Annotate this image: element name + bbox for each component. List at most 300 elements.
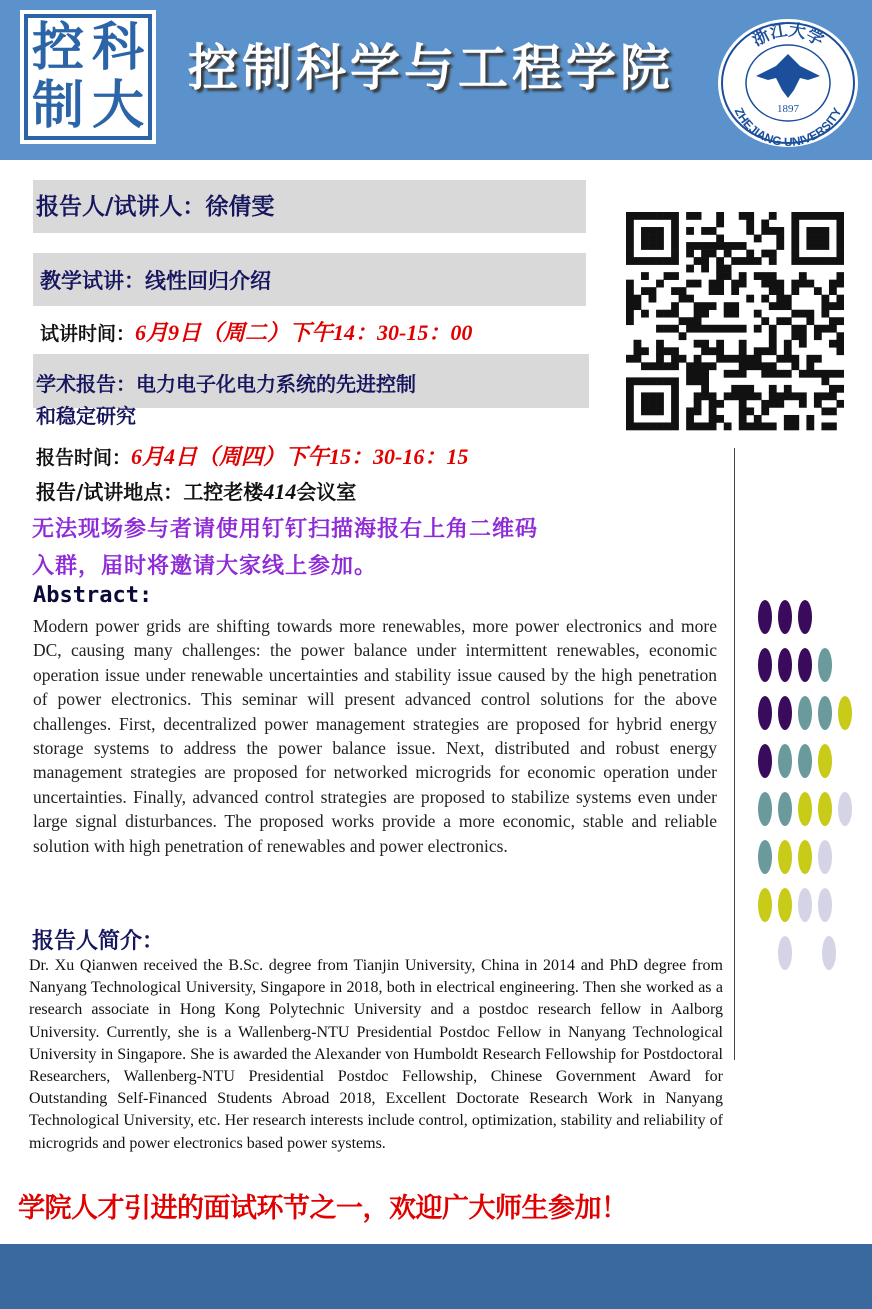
location-suffix: 会议室 [296, 480, 357, 504]
qr-module [656, 400, 664, 408]
qr-module [686, 317, 694, 325]
qr-module [821, 392, 829, 400]
qr-module [686, 362, 694, 370]
lecture-line: 教学试讲：线性回归介绍 [40, 269, 271, 293]
qr-module [776, 235, 784, 243]
qr-module [731, 325, 739, 333]
qr-module [671, 415, 679, 423]
qr-module [731, 370, 739, 378]
qr-module [731, 310, 739, 318]
qr-module [791, 392, 799, 400]
qr-module [836, 257, 844, 265]
qr-module [641, 257, 649, 265]
lecture-time-label: 试讲时间： [40, 323, 136, 345]
qr-module [776, 302, 784, 310]
decor-dot [778, 840, 792, 874]
qr-module [746, 407, 754, 415]
qr-module [739, 415, 747, 423]
divider-line [734, 448, 735, 1060]
qr-module [716, 272, 724, 280]
qr-module [626, 250, 634, 258]
qr-module [784, 392, 792, 400]
qr-module [746, 362, 754, 370]
qr-module [791, 250, 799, 258]
qr-module [769, 227, 777, 235]
decor-dot [798, 600, 812, 634]
qr-module [641, 362, 649, 370]
qr-module [769, 422, 777, 430]
qr-module [709, 347, 717, 355]
qr-module [791, 332, 799, 340]
qr-module [814, 242, 822, 250]
qr-module [694, 422, 702, 430]
qr-module [686, 415, 694, 423]
decor-dot [838, 792, 852, 826]
qr-module [694, 400, 702, 408]
qr-module [769, 280, 777, 288]
qr-module [694, 310, 702, 318]
qr-module [656, 347, 664, 355]
qr-module [626, 302, 634, 310]
decor-dot [818, 744, 832, 778]
qr-module [716, 355, 724, 363]
qr-module [701, 302, 709, 310]
qr-module [776, 355, 784, 363]
qr-module [649, 227, 657, 235]
qr-module [761, 400, 769, 408]
qr-module [836, 212, 844, 220]
qr-module [821, 295, 829, 303]
qr-module [761, 295, 769, 303]
qr-module [821, 407, 829, 415]
qr-module [686, 407, 694, 415]
qr-module [671, 392, 679, 400]
qr-module [806, 212, 814, 220]
qr-module [739, 325, 747, 333]
qr-module [694, 392, 702, 400]
qr-module [664, 257, 672, 265]
qr-module [806, 370, 814, 378]
qr-module [836, 242, 844, 250]
decorative-dots [750, 600, 860, 990]
qr-module [626, 227, 634, 235]
qr-module [626, 400, 634, 408]
qr-module [701, 325, 709, 333]
qr-module [806, 415, 814, 423]
abstract-heading: Abstract: [33, 583, 153, 608]
qr-module [686, 212, 694, 220]
qr-module [664, 422, 672, 430]
qr-module [791, 280, 799, 288]
qr-module [784, 422, 792, 430]
qr-module [701, 265, 709, 273]
qr-module [724, 370, 732, 378]
decor-dot [758, 696, 772, 730]
decor-dot [778, 792, 792, 826]
qr-module [671, 400, 679, 408]
qr-module [769, 325, 777, 333]
decor-dot [778, 696, 792, 730]
qr-module [769, 340, 777, 348]
decor-dot [838, 696, 852, 730]
decor-dot [798, 648, 812, 682]
decor-dot [758, 888, 772, 922]
qr-module [799, 280, 807, 288]
qr-module [664, 212, 672, 220]
qr-module [746, 355, 754, 363]
qr-module [634, 212, 642, 220]
qr-module [761, 407, 769, 415]
qr-module [791, 227, 799, 235]
qr-module [701, 227, 709, 235]
qr-module [754, 272, 762, 280]
qr-module [769, 287, 777, 295]
decor-dot [798, 696, 812, 730]
qr-module [694, 257, 702, 265]
qr-module [769, 362, 777, 370]
qr-module [709, 325, 717, 333]
qr-module [776, 242, 784, 250]
qr-module [649, 257, 657, 265]
decor-dot [818, 840, 832, 874]
qr-module [821, 422, 829, 430]
qr-module [626, 287, 634, 295]
report-time [36, 440, 468, 471]
qr-module [829, 287, 837, 295]
qr-module [671, 257, 679, 265]
qr-module [791, 235, 799, 243]
qr-module [731, 242, 739, 250]
qr-module [716, 257, 724, 265]
qr-module [731, 280, 739, 288]
qr-module [724, 392, 732, 400]
qr-module [686, 250, 694, 258]
qr-module [776, 287, 784, 295]
qr-module [754, 415, 762, 423]
qr-module [664, 347, 672, 355]
qr-module [731, 385, 739, 393]
qr-module [836, 332, 844, 340]
qr-module [709, 280, 717, 288]
qr-module [784, 295, 792, 303]
qr-module [664, 272, 672, 280]
qr-module [716, 212, 724, 220]
qr-module [799, 400, 807, 408]
qr-module [784, 302, 792, 310]
qr-module [791, 355, 799, 363]
qr-module [724, 422, 732, 430]
qr-module [739, 407, 747, 415]
seal-char: 科 [91, 17, 144, 78]
qr-module [769, 385, 777, 393]
qr-module [634, 347, 642, 355]
seal-char: 控 [31, 17, 84, 78]
qr-module [694, 302, 702, 310]
qr-module [671, 287, 679, 295]
qr-module [649, 422, 657, 430]
qr-module [626, 295, 634, 303]
qr-module [829, 422, 837, 430]
header-banner [0, 0, 872, 160]
qr-module [694, 407, 702, 415]
qr-module [671, 242, 679, 250]
qr-module [641, 242, 649, 250]
qr-module [829, 302, 837, 310]
qr-module [701, 385, 709, 393]
qr-module [829, 385, 837, 393]
qr-module [716, 287, 724, 295]
qr-module [716, 242, 724, 250]
location-label: 报告/试讲地点： [36, 480, 184, 504]
qr-module [626, 377, 634, 385]
qr-module [821, 310, 829, 318]
qr-module [686, 325, 694, 333]
qr-module [649, 242, 657, 250]
qr-module [806, 310, 814, 318]
qr-module [836, 295, 844, 303]
qr-module [739, 242, 747, 250]
qr-module [724, 272, 732, 280]
qr-module [754, 310, 762, 318]
qr-module [694, 242, 702, 250]
bio-body: Dr. Xu Qianwen received the B.Sc. degree from Tianjin University, China in 2014 and PhD degree from Nanyang Technological University, Singapore in 2018, both in electrical engineering. Then she worked as a research associate in Hong Kong Polytechnic University and a postdoc research fellow in Aalborg University. Currently, she is a Wallenberg-NTU Presidential Postdoc Fellow in Nanyang Technological University in Singapore. She is awarded the Alexander von Humboldt Research Fellowship for Postdoctoral Researchers, Wallenberg-NTU Presidential Postdoc Fellowship, Chinese Government Award for Outstanding Self-Financed Students Abroad 2018, Excellent Doctorate Research Work in Nanyang Technological University, etc. Her research interests include control, optimization, stability and reliability of microgrids and power electronics based power systems. [29, 957, 723, 1152]
zju-logo [716, 18, 860, 148]
qr-module [799, 332, 807, 340]
decor-dot [758, 792, 772, 826]
qr-module [746, 385, 754, 393]
logo-text-top: 浙江大学 [748, 20, 828, 51]
qr-module [761, 280, 769, 288]
qr-module [814, 325, 822, 333]
qr-module [791, 310, 799, 318]
qr-module [634, 257, 642, 265]
qr-module [709, 227, 717, 235]
qr-module [641, 392, 649, 400]
qr-module [626, 407, 634, 415]
qr-module [791, 242, 799, 250]
qr-module [746, 227, 754, 235]
qr-module [836, 280, 844, 288]
qr-module [649, 392, 657, 400]
qr-module [836, 235, 844, 243]
qr-module [626, 392, 634, 400]
qr-module [836, 250, 844, 258]
qr-module [769, 332, 777, 340]
decor-dot [758, 600, 772, 634]
qr-module [791, 212, 799, 220]
decor-dot [798, 840, 812, 874]
qr-module [836, 317, 844, 325]
qr-module [671, 220, 679, 228]
qr-module [634, 295, 642, 303]
qr-module [701, 242, 709, 250]
qr-module [791, 422, 799, 430]
abstract-body: Modern power grids are shifting towards more renewables, more power electronics and more DC, causing many challenges: the power balance under intermittent renewables, economic operation issue under renewable uncertainties and stability issue caused by the high penetration of power electronics. This seminar will present advanced control solutions for the above challenges. First, decentralized power management strategies are proposed for hybrid energy storage systems to address the power balance issue. Next, distributed and robust energy management strategies are proposed for networked microgrids for economic operation under uncertainties. Finally, advanced control strategies are proposed to stabilize systems even under large signal disturbances. The proposed works provide a more economic, stable and reliable solution with high penetration of renewables and power electronics. [33, 616, 717, 856]
qr-module [731, 257, 739, 265]
qr-module [799, 272, 807, 280]
qr-module [746, 422, 754, 430]
decor-dot [818, 792, 832, 826]
qr-module [641, 272, 649, 280]
decor-dot [798, 888, 812, 922]
qr-module [701, 422, 709, 430]
qr-module [709, 407, 717, 415]
qr-module [836, 370, 844, 378]
qr-module [806, 235, 814, 243]
qr-module [761, 250, 769, 258]
qr-module [626, 257, 634, 265]
qr-module [739, 347, 747, 355]
qr-module [656, 377, 664, 385]
qr-module [806, 227, 814, 235]
qr-module [791, 415, 799, 423]
qr-module [694, 370, 702, 378]
qr-module [799, 325, 807, 333]
qr-module [656, 355, 664, 363]
qr-module [814, 332, 822, 340]
qr-module [769, 212, 777, 220]
qr-module [671, 355, 679, 363]
qr-module [641, 227, 649, 235]
qr-module [694, 362, 702, 370]
qr-module [626, 220, 634, 228]
qr-module [739, 362, 747, 370]
qr-module [656, 362, 664, 370]
qr-module [821, 235, 829, 243]
qr-module [769, 272, 777, 280]
qr-module [746, 212, 754, 220]
qr-module [799, 340, 807, 348]
qr-module [641, 400, 649, 408]
qr-module [671, 325, 679, 333]
qr-module [806, 257, 814, 265]
qr-code[interactable] [626, 212, 844, 432]
qr-module [686, 242, 694, 250]
qr-module [626, 212, 634, 220]
qr-module [776, 227, 784, 235]
location-room: 414 [263, 479, 297, 504]
qr-module [716, 415, 724, 423]
qr-module [784, 385, 792, 393]
online-notice-line1: 无法现场参与者请使用钉钉扫描海报右上角二维码 [32, 517, 539, 542]
qr-module [814, 287, 822, 295]
qr-module [671, 347, 679, 355]
qr-module [754, 362, 762, 370]
qr-module [761, 227, 769, 235]
decor-dot [818, 696, 832, 730]
qr-module [694, 355, 702, 363]
qr-module [634, 377, 642, 385]
qr-module [724, 250, 732, 258]
qr-module [761, 317, 769, 325]
qr-module [784, 347, 792, 355]
qr-module [649, 212, 657, 220]
qr-module [836, 347, 844, 355]
qr-module [836, 400, 844, 408]
qr-module [769, 250, 777, 258]
qr-module [701, 310, 709, 318]
decor-dot [758, 744, 772, 778]
qr-module [694, 377, 702, 385]
qr-module [701, 370, 709, 378]
decor-dot [798, 744, 812, 778]
qr-module [626, 355, 634, 363]
qr-module [724, 325, 732, 333]
decor-dot [798, 792, 812, 826]
qr-module [731, 287, 739, 295]
qr-module [679, 332, 687, 340]
qr-module [776, 317, 784, 325]
qr-module [821, 325, 829, 333]
speaker-line: 报告人/试讲人：徐倩雯 [36, 194, 275, 220]
qr-module [671, 235, 679, 243]
lecture-time-value: 6月9日（周二）下午14：30-15：00 [135, 320, 473, 345]
qr-module [656, 257, 664, 265]
qr-module [656, 422, 664, 430]
qr-module [836, 220, 844, 228]
qr-module [761, 347, 769, 355]
qr-module [776, 392, 784, 400]
qr-module [769, 400, 777, 408]
qr-module [656, 325, 664, 333]
qr-module [739, 280, 747, 288]
qr-module [671, 422, 679, 430]
qr-module [656, 340, 664, 348]
qr-module [754, 325, 762, 333]
qr-module [836, 227, 844, 235]
qr-module [821, 227, 829, 235]
qr-module [746, 220, 754, 228]
qr-module [791, 257, 799, 265]
qr-module [641, 422, 649, 430]
decor-dot [778, 744, 792, 778]
qr-module [836, 340, 844, 348]
report-time-label: 报告时间： [36, 447, 132, 469]
qr-module [754, 347, 762, 355]
qr-module [641, 407, 649, 415]
school-title: 控制科学与工程学院 [188, 38, 674, 97]
decor-dot [818, 888, 832, 922]
qr-module [761, 220, 769, 228]
qr-module [814, 392, 822, 400]
qr-module [731, 355, 739, 363]
qr-module [671, 212, 679, 220]
qr-module [649, 235, 657, 243]
qr-module [709, 242, 717, 250]
logo-year: 1897 [777, 103, 799, 115]
qr-module [709, 287, 717, 295]
qr-module [626, 422, 634, 430]
qr-module [829, 317, 837, 325]
qr-module [814, 355, 822, 363]
qr-module [814, 212, 822, 220]
qr-module [739, 400, 747, 408]
qr-module [746, 257, 754, 265]
qr-module [626, 242, 634, 250]
qr-module [694, 340, 702, 348]
logo-text-bottom: ZHEJIANG UNIVERSITY [731, 105, 845, 148]
qr-module [829, 340, 837, 348]
qr-module [649, 407, 657, 415]
qr-module [829, 280, 837, 288]
qr-module [724, 242, 732, 250]
qr-module [701, 257, 709, 265]
qr-module [664, 325, 672, 333]
qr-module [754, 422, 762, 430]
qr-module [671, 362, 679, 370]
qr-module [664, 310, 672, 318]
qr-module [739, 385, 747, 393]
